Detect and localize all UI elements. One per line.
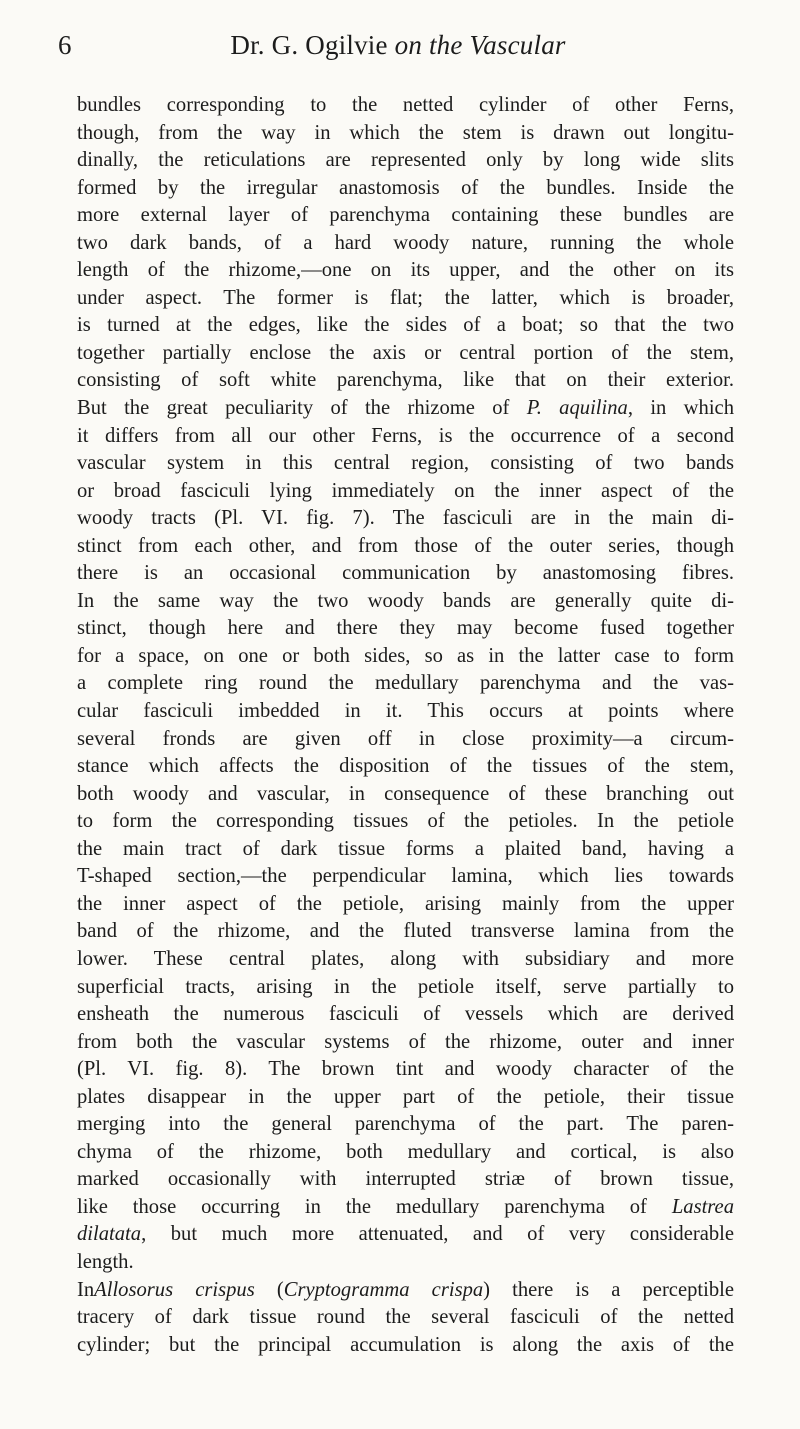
text-line xyxy=(77,1277,734,1305)
text-line: under aspect. The former is flat; the latter, which is broader, xyxy=(77,286,734,309)
species-name: Allosorus crispus xyxy=(94,1278,255,1301)
text-line: In the same way the two woody bands are generally quite di- xyxy=(77,589,734,612)
text-line: T-shaped section,—the perpendicular lamina, which lies towards xyxy=(77,865,734,888)
genus-name: Lastrea xyxy=(671,1195,734,1218)
text-line: dinally, the reticulations are represented only by long wide slits xyxy=(77,149,734,172)
text-line: it differs from all our other Ferns, is the occurrence of a second xyxy=(77,424,734,447)
text-line: length of the rhizome,—one on its upper, and the other on its xyxy=(77,259,734,282)
text-line: or broad fasciculi lying immediately on the inner aspect of the xyxy=(77,479,734,502)
text-line: (Pl. VI. fig. 8). The brown tint and woody character of the xyxy=(77,1058,734,1081)
species-epithet: dilatata xyxy=(77,1223,142,1246)
text-line: two dark bands, of a hard woody nature, running the whole xyxy=(77,231,734,254)
text-line: together partially enclose the axis or central portion of the stem, xyxy=(77,341,734,364)
text-run: , but much more attenuated, and of very considerable xyxy=(141,1223,734,1246)
text-run: ( xyxy=(254,1278,284,1301)
text-run: , in which xyxy=(627,397,734,420)
text-line: formed by the irregular anastomosis of the bundles. Inside the xyxy=(77,176,734,199)
text-line: woody tracts (Pl. VI. fig. 7). The fasciculi are in the main di- xyxy=(77,507,734,530)
text-line xyxy=(77,1221,734,1249)
text-line xyxy=(77,395,734,423)
text-line: several fronds are given off in close proximity—a circum- xyxy=(77,727,734,750)
text-line: merging into the general parenchyma of the part. The paren- xyxy=(77,1113,734,1136)
text-line: more external layer of parenchyma containing these bundles are xyxy=(77,204,734,227)
text-line: is turned at the edges, like the sides of a boat; so that the two xyxy=(77,314,734,337)
text-line: tracery of dark tissue round the several fasciculi of the netted xyxy=(77,1306,734,1329)
text-line: bundles corresponding to the netted cylinder of other Ferns, xyxy=(77,94,734,116)
text-line: cular fasciculi imbedded in it. This occurs at points where xyxy=(77,700,734,723)
text-line: length. xyxy=(77,1250,134,1273)
text-run: But the great peculiarity of the rhizome of xyxy=(77,397,510,420)
text-line: stinct, though here and there they may become fused together xyxy=(77,617,734,640)
text-run: like those occurring in the medullary parenchyma of xyxy=(77,1195,647,1218)
page-number: 6 xyxy=(58,30,72,60)
text-line: there is an occasional communication by anastomosing fibres. xyxy=(77,562,734,585)
text-line: the main tract of dark tissue forms a plaited band, having a xyxy=(77,837,734,860)
text-line: band of the rhizome, and the fluted transverse lamina from the xyxy=(77,920,734,943)
text-line: consisting of soft white parenchyma, like that on their exterior. xyxy=(77,369,734,392)
text-line: chyma of the rhizome, both medullary and cortical, is also xyxy=(77,1140,734,1163)
running-head-author: Dr. G. Ogilvie xyxy=(230,30,388,60)
text-line: to form the corresponding tissues of the petioles. In the petiole xyxy=(77,810,734,833)
text-line: marked occasionally with interrupted striæ of brown tissue, xyxy=(77,1168,734,1191)
text-run: ) there is a perceptible xyxy=(483,1278,734,1301)
text-line: stance which affects the disposition of the tissues of the stem, xyxy=(77,755,734,778)
text-line: for a space, on one or both sides, so as in the latter case to form xyxy=(77,644,734,667)
running-head-title-prefix: on the xyxy=(394,30,463,60)
text-run: In xyxy=(77,1278,95,1301)
text-line: a complete ring round the medullary parenchyma and the vas- xyxy=(77,672,734,695)
species-name: P. aquilina xyxy=(526,397,628,420)
text-line: lower. These central plates, along with subsidiary and more xyxy=(77,947,734,970)
text-line: superficial tracts, arising in the petiole itself, serve partially to xyxy=(77,975,734,998)
species-synonym: Cryptogramma crispa xyxy=(283,1278,484,1301)
text-line: plates disappear in the upper part of the petiole, their tissue xyxy=(77,1085,734,1108)
text-line: stinct from each other, and from those of the outer series, though xyxy=(77,534,734,557)
page-header xyxy=(58,30,738,70)
text-line: cylinder; but the principal accumulation is along the axis of the xyxy=(77,1333,734,1356)
text-line: both woody and vascular, in consequence of these branching out xyxy=(77,782,734,805)
text-line xyxy=(77,1194,734,1222)
text-line: from both the vascular systems of the rhizome, outer and inner xyxy=(77,1030,734,1053)
text-line: vascular system in this central region, consisting of two bands xyxy=(77,452,734,475)
text-line: though, from the way in which the stem is drawn out longitu- xyxy=(77,121,734,144)
body-text xyxy=(77,92,734,1359)
running-head xyxy=(58,30,738,61)
text-line: ensheath the numerous fasciculi of vessels which are derived xyxy=(77,1003,734,1026)
running-head-title: Vascular xyxy=(469,30,566,60)
text-line: the inner aspect of the petiole, arising mainly from the upper xyxy=(77,892,734,915)
